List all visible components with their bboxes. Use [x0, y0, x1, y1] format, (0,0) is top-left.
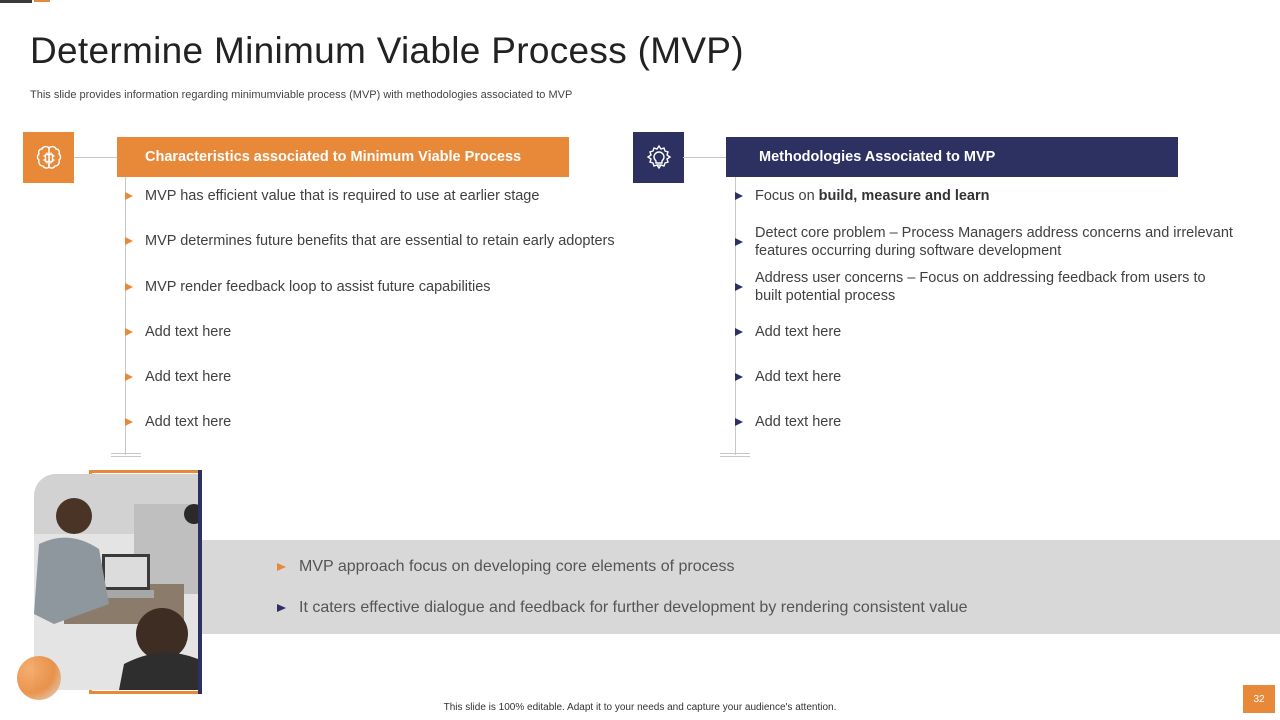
bullet-arrow-icon	[125, 418, 133, 426]
right-timeline-cap	[720, 453, 750, 454]
brain-chip-icon	[23, 132, 74, 183]
bullet-arrow-icon	[125, 328, 133, 336]
list-item: Add text here	[735, 323, 841, 341]
bullet-arrow-icon	[735, 238, 743, 246]
bullet-arrow-icon	[735, 373, 743, 381]
photo-frame-navy	[198, 470, 202, 694]
bullet-arrow-icon	[125, 283, 133, 291]
gear-lightbulb-icon	[633, 132, 684, 183]
team-photo	[34, 474, 198, 690]
list-item: Address user concerns – Focus on addressing feedback from users to built potential process	[735, 269, 1206, 305]
list-item: MVP approach focus on developing core elements of process	[277, 558, 735, 576]
footer-note: This slide is 100% editable. Adapt it to your needs and capture your audience's attention.	[443, 702, 837, 713]
bullet-arrow-icon	[735, 418, 743, 426]
top-accent-orange	[34, 0, 50, 2]
page-number: 32	[1243, 685, 1275, 713]
list-item: Add text here	[125, 413, 231, 431]
list-item: MVP determines future benefits that are essential to retain early adopters	[125, 232, 615, 250]
bullet-arrow-icon	[125, 192, 133, 200]
bullet-arrow-icon	[125, 237, 133, 245]
bullet-arrow-icon	[735, 283, 743, 291]
list-item: MVP has efficient value that is required to use at earlier stage	[125, 187, 539, 205]
left-header: Characteristics associated to Minimum Viable Process	[117, 137, 569, 177]
bullet-arrow-icon	[125, 373, 133, 381]
bullet-arrow-icon	[735, 328, 743, 336]
bullet-arrow-icon	[277, 604, 286, 612]
right-header: Methodologies Associated to MVP	[726, 137, 1178, 177]
top-accent-line	[0, 0, 32, 3]
left-timeline-cap2	[111, 456, 141, 457]
left-connector	[74, 157, 117, 158]
slide-title: Determine Minimum Viable Process (MVP)	[30, 30, 744, 71]
list-item: It caters effective dialogue and feedback for further development by rendering consistent value	[277, 599, 968, 617]
summary-band	[202, 540, 1280, 634]
list-item: Add text here	[125, 368, 231, 386]
bullet-arrow-icon	[277, 563, 286, 571]
list-item: Detect core problem – Process Managers address concerns and irrelevant features occurring during software development	[735, 224, 1233, 260]
right-timeline-cap2	[720, 456, 750, 457]
right-connector	[683, 157, 726, 158]
photo-frame-bottom	[89, 691, 202, 694]
slide-subtitle: This slide provides information regarding minimumviable process (MVP) with methodologies associated to MVP	[30, 89, 573, 101]
list-item: MVP render feedback loop to assist future capabilities	[125, 278, 491, 296]
decorative-circle	[17, 656, 61, 700]
left-timeline-cap	[111, 453, 141, 454]
list-item: Add text here	[735, 368, 841, 386]
list-item: Focus on build, measure and learn	[735, 187, 990, 205]
bullet-arrow-icon	[735, 192, 743, 200]
list-item: Add text here	[735, 413, 841, 431]
list-item: Add text here	[125, 323, 231, 341]
